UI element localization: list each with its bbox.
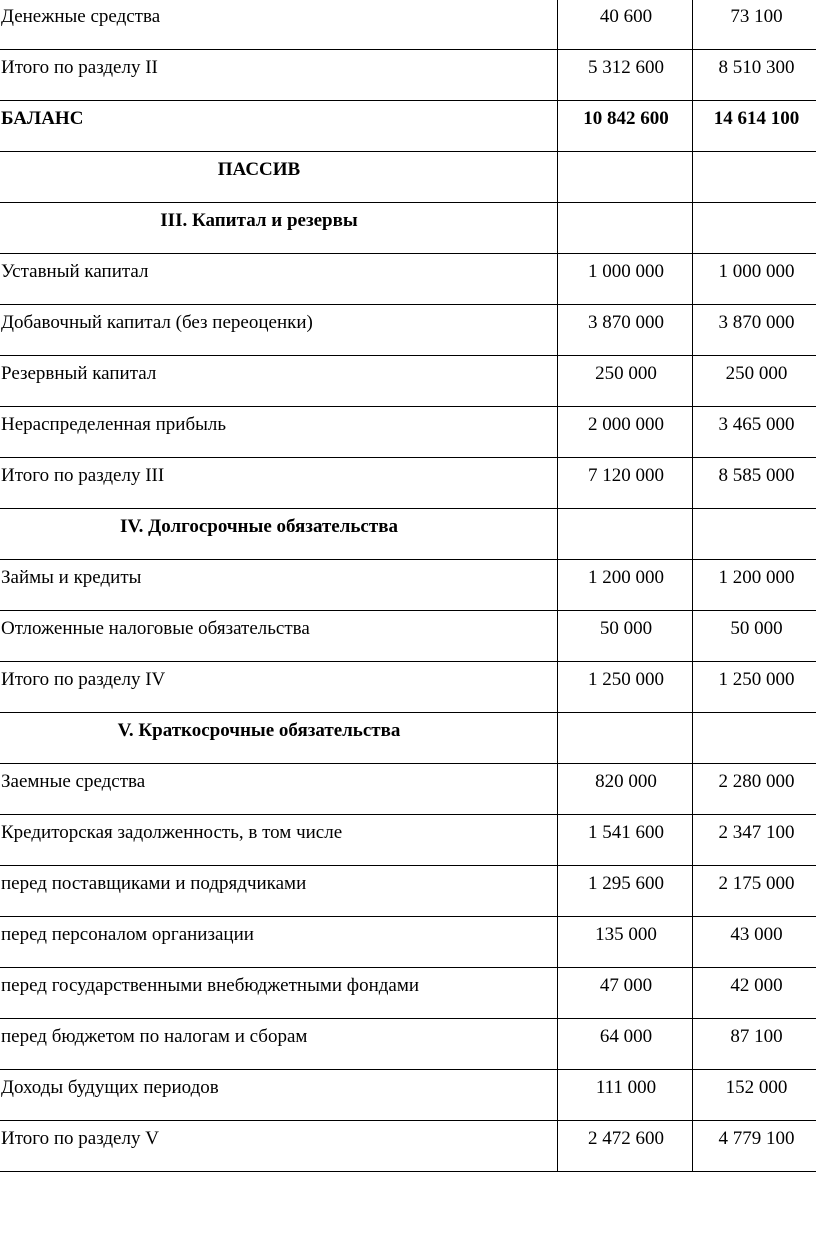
row-label: Итого по разделу II [1,57,158,78]
value-period-2: 2 175 000 [718,873,795,894]
value-cell-period-2 [693,1070,816,1121]
value-cell-period-2 [693,50,816,101]
row-label: Заемные средства [1,771,146,792]
table-row [0,611,816,662]
value-period-1: 2 000 000 [588,414,664,435]
value-cell-period-1 [558,764,693,815]
value-cell-period-2 [693,764,816,815]
value-cell-period-2 [693,101,816,152]
table-row [0,917,816,968]
value-period-1: 50 000 [599,618,653,639]
value-cell-period-1 [558,713,693,764]
value-cell-period-1 [558,866,693,917]
row-label-cell [0,305,558,356]
value-period-2: 2 280 000 [718,771,795,792]
value-cell-period-2 [693,713,816,764]
value-cell-period-2 [693,458,816,509]
value-period-1: 64 000 [599,1026,653,1047]
value-period-1: 5 312 600 [588,57,664,78]
row-label: перед бюджетом по налогам и сборам [1,1026,308,1047]
row-label-cell [0,560,558,611]
row-label-cell [0,458,558,509]
row-label-cell [0,815,558,866]
value-period-2: 42 000 [730,975,783,996]
value-cell-period-1 [558,917,693,968]
value-period-1: 111 000 [595,1077,657,1098]
value-cell-period-2 [693,152,816,203]
value-cell-period-2 [693,866,816,917]
table-row [0,1070,816,1121]
value-cell-period-1 [558,50,693,101]
value-cell-period-2 [693,1121,816,1172]
row-label: IV. Долгосрочные обязательства [120,516,398,537]
row-label: перед поставщиками и подрядчиками [1,873,307,894]
value-cell-period-2 [693,1019,816,1070]
row-label: Итого по разделу III [1,465,165,486]
row-label-cell [0,1070,558,1121]
value-cell-period-1 [558,0,693,50]
row-label: Итого по разделу IV [1,669,166,690]
value-cell-period-1 [558,203,693,254]
table-row [0,203,816,254]
value-cell-period-2 [693,356,816,407]
value-period-2: 43 000 [730,924,783,945]
row-label: Добавочный капитал (без переоценки) [1,312,313,333]
value-cell-period-1 [558,815,693,866]
value-period-1: 820 000 [595,771,657,792]
value-period-2: 4 779 100 [718,1128,795,1149]
table-row [0,305,816,356]
value-cell-period-2 [693,0,816,50]
table-row [0,509,816,560]
row-label: Отложенные налоговые обязательства [1,618,310,639]
row-label-cell [0,101,558,152]
table-row [0,50,816,101]
value-cell-period-1 [558,509,693,560]
row-label-cell [0,50,558,101]
row-label-cell [0,917,558,968]
row-label-cell [0,509,558,560]
table-row [0,407,816,458]
value-period-1 [558,203,692,210]
row-label-cell [0,356,558,407]
value-cell-period-2 [693,509,816,560]
row-label-cell [0,662,558,713]
value-cell-period-1 [558,101,693,152]
row-label: Кредиторская задолженность, в том числе [1,822,343,843]
row-label-cell [0,968,558,1019]
row-label: перед персоналом организации [1,924,254,945]
value-period-1: 47 000 [599,975,653,996]
value-period-2: 3 870 000 [718,312,795,333]
value-cell-period-1 [558,458,693,509]
value-period-2: 14 614 100 [713,108,800,129]
value-cell-period-2 [693,254,816,305]
value-period-1 [558,713,692,720]
row-label-cell [0,866,558,917]
row-label: III. Капитал и резервы [160,210,358,231]
value-period-2: 2 347 100 [718,822,795,843]
value-cell-period-1 [558,254,693,305]
row-label: перед государственными внебюджетными фондами [1,975,420,996]
table-row [0,815,816,866]
table-row [0,968,816,1019]
value-cell-period-2 [693,203,816,254]
value-period-2: 152 000 [725,1077,788,1098]
value-cell-period-1 [558,305,693,356]
value-period-2: 1 000 000 [718,261,795,282]
value-cell-period-1 [558,356,693,407]
row-label-cell [0,764,558,815]
row-label: Денежные средства [1,6,161,27]
table-row [0,1019,816,1070]
value-cell-period-2 [693,305,816,356]
value-cell-period-1 [558,407,693,458]
table-row [0,152,816,203]
value-cell-period-1 [558,968,693,1019]
value-cell-period-1 [558,1019,693,1070]
value-cell-period-1 [558,152,693,203]
row-label: Нераспределенная прибыль [1,414,227,435]
row-label: БАЛАНС [1,108,84,129]
value-cell-period-2 [693,968,816,1019]
value-period-2: 8 585 000 [718,465,795,486]
value-period-1: 1 541 600 [588,822,664,843]
row-label: Доходы будущих периодов [1,1077,219,1098]
value-period-2: 3 465 000 [718,414,795,435]
value-period-1: 135 000 [595,924,657,945]
value-period-2: 87 100 [730,1026,783,1047]
value-period-2 [693,713,816,720]
row-label-cell [0,1019,558,1070]
value-period-2: 250 000 [725,363,788,384]
value-cell-period-1 [558,1070,693,1121]
value-cell-period-2 [693,815,816,866]
table-row [0,254,816,305]
table-row [0,764,816,815]
table-row [0,101,816,152]
value-period-2: 50 000 [730,618,783,639]
table-row [0,662,816,713]
value-period-2 [693,509,816,516]
row-label-cell [0,0,558,50]
value-period-1: 1 295 600 [588,873,664,894]
row-label-cell [0,203,558,254]
value-cell-period-1 [558,662,693,713]
value-period-1 [558,152,692,159]
value-cell-period-1 [558,560,693,611]
row-label: V. Краткосрочные обязательства [117,720,401,741]
row-label-cell [0,611,558,662]
table-row [0,560,816,611]
value-period-2 [693,203,816,210]
value-period-2: 73 100 [730,6,783,27]
value-cell-period-2 [693,560,816,611]
value-period-1: 1 200 000 [588,567,664,588]
value-cell-period-1 [558,1121,693,1172]
value-period-1: 250 000 [595,363,657,384]
value-period-1: 1 250 000 [588,669,664,690]
row-label: Резервный капитал [1,363,157,384]
value-period-1: 10 842 600 [583,108,669,129]
value-period-1: 40 600 [599,6,653,27]
table-row [0,1121,816,1172]
row-label-cell [0,713,558,764]
row-label: ПАССИВ [217,159,301,180]
value-period-1 [558,509,692,516]
table-row [0,0,816,50]
value-cell-period-2 [693,611,816,662]
row-label-cell [0,254,558,305]
value-period-1: 2 472 600 [588,1128,664,1149]
row-label: Итого по разделу V [1,1128,159,1149]
value-period-1: 1 000 000 [588,261,664,282]
value-cell-period-2 [693,917,816,968]
row-label-cell [0,1121,558,1172]
value-period-1: 3 870 000 [588,312,664,333]
row-label: Уставный капитал [1,261,149,282]
value-period-2: 1 200 000 [718,567,795,588]
row-label-cell [0,152,558,203]
value-period-2: 8 510 300 [718,57,795,78]
value-cell-period-1 [558,611,693,662]
value-cell-period-2 [693,407,816,458]
value-cell-period-2 [693,662,816,713]
table-row [0,713,816,764]
value-period-1: 7 120 000 [588,465,664,486]
row-label-cell [0,407,558,458]
row-label: Займы и кредиты [1,567,142,588]
value-period-2: 1 250 000 [718,669,795,690]
table-row [0,866,816,917]
value-period-2 [693,152,816,159]
table-row [0,356,816,407]
table-row [0,458,816,509]
